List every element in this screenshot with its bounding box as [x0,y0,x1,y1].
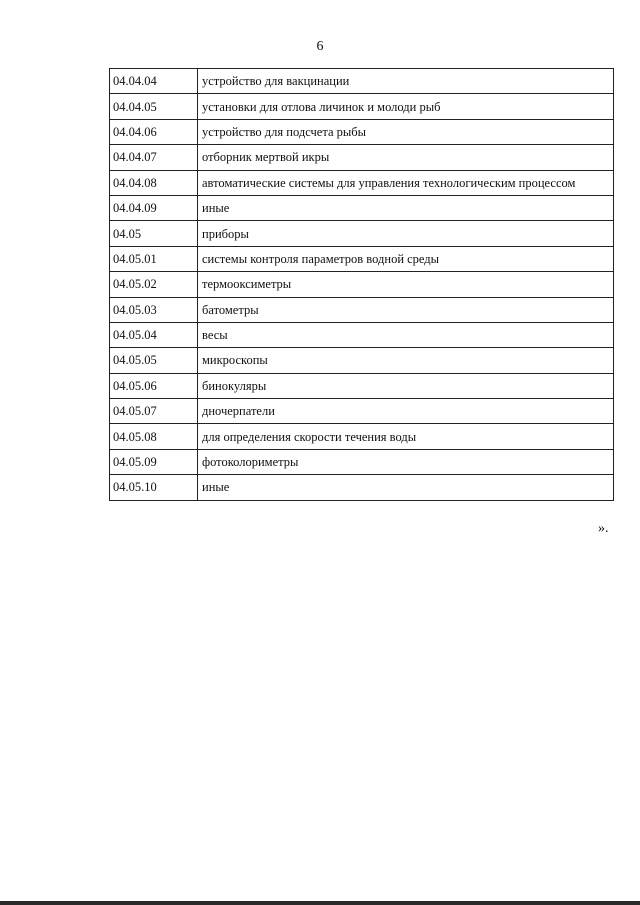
code-cell: 04.05.05 [110,348,198,373]
name-cell: весы [198,322,614,347]
name-cell: дночерпатели [198,399,614,424]
table-row [110,475,614,500]
name-cell: для определения скорости течения воды [198,424,614,449]
name-cell: иные [198,475,614,500]
page-number: 6 [316,39,324,54]
table-row [110,297,614,322]
code-cell: 04.04.07 [110,145,198,170]
code-cell: 04.04.06 [110,119,198,144]
name-cell: батометры [198,297,614,322]
code-cell: 04.05.03 [110,297,198,322]
code-cell: 04.05.08 [110,424,198,449]
table-row [110,145,614,170]
code-cell: 04.05.02 [110,272,198,297]
name-cell: термооксиметры [198,272,614,297]
name-cell: иные [198,195,614,220]
table-row [110,246,614,271]
name-cell: устройство для подсчета рыбы [198,119,614,144]
code-cell: 04.04.08 [110,170,198,195]
name-cell: приборы [198,221,614,246]
table-row [110,119,614,144]
table-row [110,449,614,474]
closing-quote-mark: ». [598,521,609,536]
code-cell: 04.05.07 [110,399,198,424]
table-body [110,69,614,501]
code-cell: 04.04.05 [110,94,198,119]
classification-table [109,68,614,501]
table-row [110,373,614,398]
table-row [110,322,614,347]
table-row [110,221,614,246]
table-row [110,424,614,449]
code-cell: 04.05.10 [110,475,198,500]
name-cell: фотоколориметры [198,449,614,474]
code-cell: 04.05.04 [110,322,198,347]
name-cell: автоматические системы для управления технологическим процессом [198,170,614,195]
name-cell: системы контроля параметров водной среды [198,246,614,271]
code-cell: 04.04.04 [110,69,198,94]
table-row [110,272,614,297]
code-cell: 04.05.06 [110,373,198,398]
code-cell: 04.05.01 [110,246,198,271]
table-row [110,399,614,424]
name-cell: устройство для вакцинации [198,69,614,94]
name-cell: микроскопы [198,348,614,373]
table-row [110,348,614,373]
scan-bottom-edge [0,901,640,905]
table-row [110,170,614,195]
code-cell: 04.05.09 [110,449,198,474]
code-cell: 04.05 [110,221,198,246]
name-cell: отборник мертвой икры [198,145,614,170]
table-row [110,195,614,220]
table-row [110,94,614,119]
code-cell: 04.04.09 [110,195,198,220]
table-row [110,69,614,94]
name-cell: установки для отлова личинок и молоди рыб [198,94,614,119]
name-cell: бинокуляры [198,373,614,398]
